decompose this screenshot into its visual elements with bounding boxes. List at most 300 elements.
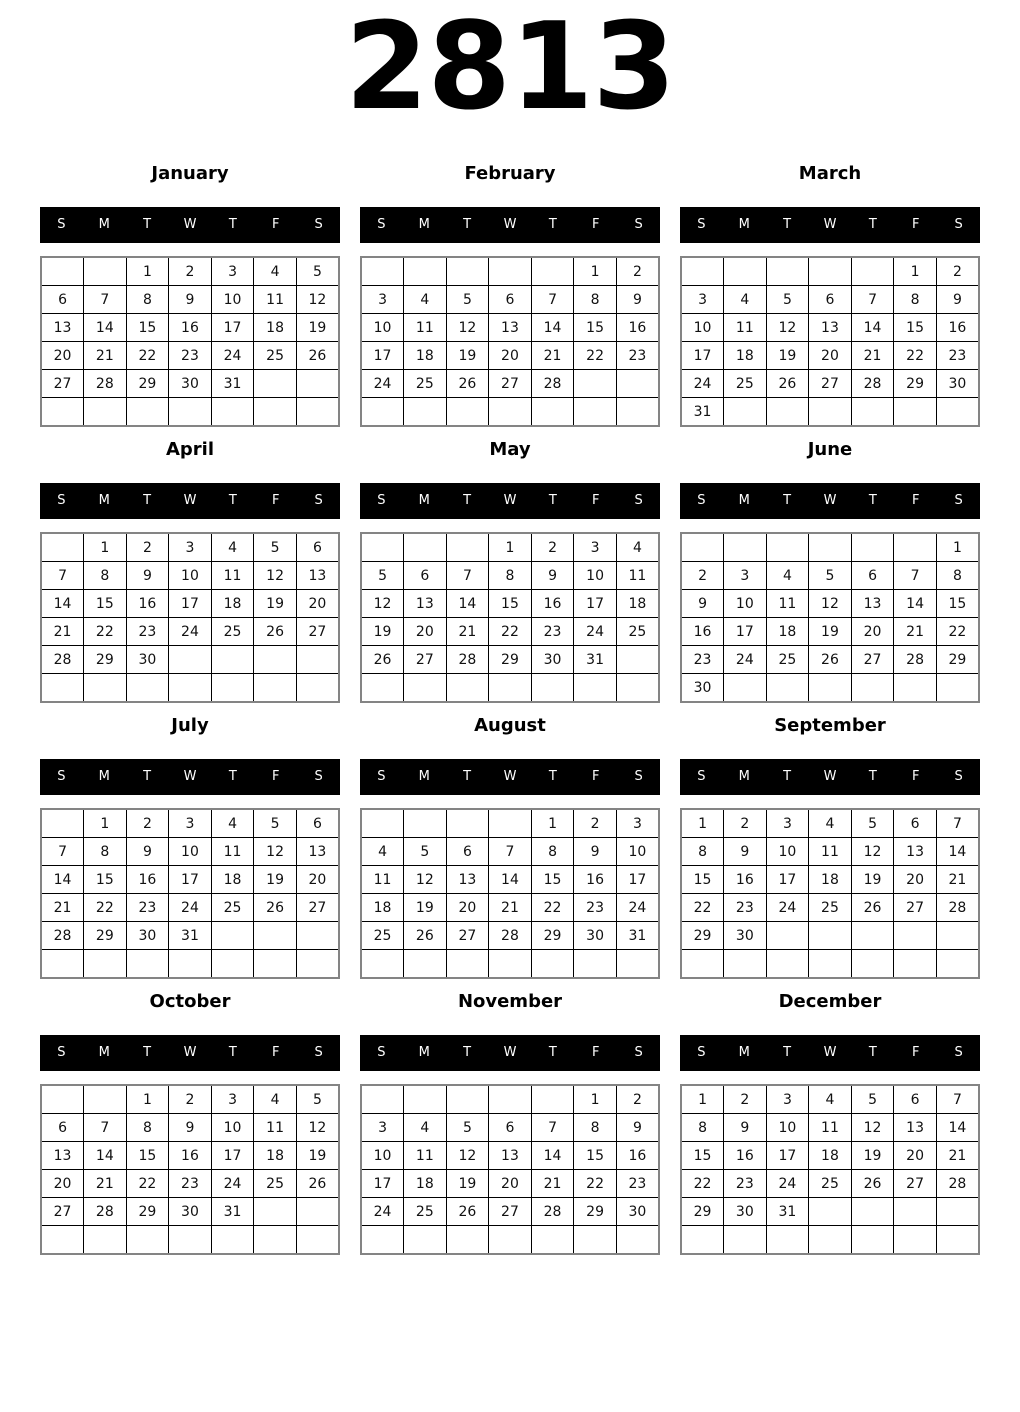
date-cell: 19 [254,590,297,618]
date-cell: 6 [296,533,339,562]
date-cell: 5 [851,809,894,838]
weekday-label: W [823,1045,837,1060]
weekday-label: T [463,493,472,508]
date-cell: 29 [681,1198,724,1226]
weekday-label: S [697,769,706,784]
date-cell: 28 [531,1198,574,1226]
date-cell: 9 [574,838,617,866]
date-cell: 9 [169,286,212,314]
date-cell: 5 [254,809,297,838]
date-cell: 30 [574,922,617,950]
weekday-label: T [548,769,557,784]
date-cell: 13 [404,590,447,618]
date-cell: 13 [894,838,937,866]
date-cell: 6 [41,1114,84,1142]
date-cell: 21 [851,342,894,370]
empty-date-cell [809,950,852,979]
week-row [361,342,659,370]
empty-date-cell [489,257,532,286]
weekday-label: T [783,217,792,232]
date-cell: 22 [84,894,127,922]
date-cell: 1 [681,1085,724,1114]
empty-date-cell [851,674,894,703]
week-row [361,1085,659,1114]
date-cell: 3 [766,1085,809,1114]
date-cell: 17 [361,342,404,370]
month-title: November [457,991,563,1012]
date-cell: 28 [84,1198,127,1226]
empty-date-cell [894,922,937,950]
date-cell: 15 [574,1142,617,1170]
date-cell: 12 [851,838,894,866]
empty-date-cell [41,950,84,979]
date-cell: 29 [126,370,169,398]
date-cell: 10 [361,314,404,342]
week-row [41,257,339,286]
date-cell: 25 [211,618,254,646]
weekday-label: F [591,217,600,232]
date-cell: 21 [936,1142,979,1170]
date-cell: 10 [574,562,617,590]
date-cell: 14 [531,314,574,342]
empty-date-cell [84,1226,127,1255]
date-cell: 15 [894,314,937,342]
date-cell: 24 [361,1198,404,1226]
date-cell: 18 [616,590,659,618]
date-cell: 7 [446,562,489,590]
date-cell: 11 [766,590,809,618]
weekday-label: M [738,1045,750,1060]
empty-date-cell [361,1226,404,1255]
weekday-header-bar [680,483,980,519]
week-row [681,314,979,342]
weekday-header-bar [40,483,340,519]
date-cell: 14 [41,590,84,618]
weekday-label: T [783,493,792,508]
date-cell: 9 [616,1114,659,1142]
empty-date-cell [41,1226,84,1255]
date-cell: 4 [809,809,852,838]
date-cell: 2 [681,562,724,590]
date-cell: 9 [724,838,767,866]
empty-date-cell [41,398,84,427]
date-cell: 8 [681,1114,724,1142]
weekday-label: T [548,217,557,232]
date-cell: 16 [616,1142,659,1170]
month-title: June [807,439,853,460]
date-cell: 20 [296,590,339,618]
empty-date-cell [84,398,127,427]
week-row [361,674,659,703]
date-cell: 16 [724,866,767,894]
empty-date-cell [296,1198,339,1226]
date-cell: 28 [446,646,489,674]
date-cell: 5 [296,1085,339,1114]
date-cell: 4 [254,1085,297,1114]
date-cell: 23 [724,1170,767,1198]
week-row [361,533,659,562]
empty-date-cell [681,257,724,286]
empty-date-cell [489,1226,532,1255]
weekday-header-bar [360,1035,660,1071]
date-grid [680,256,980,427]
empty-date-cell [851,533,894,562]
weekday-header-bar [680,207,980,243]
date-cell: 4 [616,533,659,562]
date-cell: 9 [126,838,169,866]
empty-date-cell [766,922,809,950]
weekday-label: T [143,769,152,784]
date-cell: 30 [616,1198,659,1226]
week-row [681,562,979,590]
empty-date-cell [296,950,339,979]
date-cell: 21 [894,618,937,646]
date-cell: 24 [361,370,404,398]
date-cell: 1 [84,533,127,562]
date-cell: 28 [84,370,127,398]
week-row [361,922,659,950]
date-cell: 20 [404,618,447,646]
empty-date-cell [296,398,339,427]
date-cell: 14 [851,314,894,342]
date-cell: 27 [296,618,339,646]
date-cell: 23 [681,646,724,674]
date-cell: 25 [361,922,404,950]
empty-date-cell [254,922,297,950]
week-row [361,398,659,427]
date-cell: 19 [851,1142,894,1170]
date-cell: 4 [404,1114,447,1142]
date-cell: 26 [851,1170,894,1198]
date-grid [360,808,660,979]
date-cell: 24 [616,894,659,922]
date-cell: 12 [296,1114,339,1142]
week-row [41,1170,339,1198]
date-cell: 20 [809,342,852,370]
empty-date-cell [894,674,937,703]
empty-date-cell [169,950,212,979]
date-cell: 1 [126,257,169,286]
date-cell: 18 [254,314,297,342]
date-cell: 31 [766,1198,809,1226]
month-title: April [165,439,215,460]
weekday-header-bar [40,207,340,243]
date-cell: 3 [211,257,254,286]
empty-date-cell [211,922,254,950]
date-cell: 17 [766,1142,809,1170]
date-cell: 27 [489,1198,532,1226]
date-cell: 11 [361,866,404,894]
date-cell: 11 [254,286,297,314]
date-cell: 3 [616,809,659,838]
week-row [681,1114,979,1142]
month-block [360,714,660,979]
weekday-label: W [823,493,837,508]
date-cell: 26 [851,894,894,922]
date-cell: 18 [404,1170,447,1198]
weekday-label: T [463,217,472,232]
empty-date-cell [809,257,852,286]
date-cell: 7 [41,838,84,866]
week-row [361,1114,659,1142]
date-cell: 18 [404,342,447,370]
date-cell: 4 [211,809,254,838]
date-cell: 15 [84,866,127,894]
empty-date-cell [211,1226,254,1255]
date-cell: 6 [894,1085,937,1114]
week-row [361,590,659,618]
date-cell: 24 [766,1170,809,1198]
date-cell: 21 [531,1170,574,1198]
weekday-label: S [954,769,963,784]
week-row [41,922,339,950]
date-cell: 19 [254,866,297,894]
weekday-header-bar [360,759,660,795]
empty-date-cell [446,950,489,979]
date-cell: 9 [724,1114,767,1142]
empty-date-cell [489,809,532,838]
empty-date-cell [446,398,489,427]
weekday-label: S [634,493,643,508]
empty-date-cell [361,674,404,703]
date-cell: 7 [489,838,532,866]
date-cell: 23 [126,618,169,646]
weekday-header-bar [680,759,980,795]
date-cell: 5 [851,1085,894,1114]
weekday-label: S [314,217,323,232]
empty-date-cell [894,950,937,979]
date-cell: 19 [404,894,447,922]
date-cell: 8 [574,286,617,314]
date-cell: 6 [809,286,852,314]
date-cell: 12 [254,562,297,590]
date-cell: 18 [766,618,809,646]
empty-date-cell [809,398,852,427]
date-cell: 10 [211,286,254,314]
date-cell: 20 [489,1170,532,1198]
week-row [681,838,979,866]
week-row [361,562,659,590]
month-title: September [774,715,886,736]
date-cell: 27 [851,646,894,674]
empty-date-cell [851,257,894,286]
date-cell: 21 [531,342,574,370]
week-row [681,1170,979,1198]
weekday-label: F [911,493,920,508]
date-cell: 29 [574,1198,617,1226]
empty-date-cell [41,674,84,703]
month-block [680,990,980,1255]
date-cell: 26 [446,1198,489,1226]
empty-date-cell [809,674,852,703]
date-cell: 24 [211,342,254,370]
date-cell: 24 [169,894,212,922]
week-row [681,618,979,646]
empty-date-cell [254,646,297,674]
week-row [361,257,659,286]
date-cell: 19 [361,618,404,646]
date-cell: 27 [809,370,852,398]
month-block [360,990,660,1255]
date-cell: 17 [574,590,617,618]
weekday-label: W [183,493,197,508]
weekday-label: M [738,769,750,784]
empty-date-cell [296,646,339,674]
weekday-label: M [98,769,110,784]
week-row [681,646,979,674]
empty-date-cell [809,1226,852,1255]
weekday-label: S [57,769,66,784]
date-cell: 24 [681,370,724,398]
week-row [41,950,339,979]
week-row [361,1198,659,1226]
week-row [681,257,979,286]
weekday-label: S [57,1045,66,1060]
date-cell: 12 [809,590,852,618]
week-row [681,370,979,398]
empty-date-cell [574,370,617,398]
week-row [41,342,339,370]
empty-date-cell [361,533,404,562]
weekday-label: S [954,217,963,232]
weekday-label: S [314,493,323,508]
date-cell: 7 [894,562,937,590]
date-grid [680,532,980,703]
week-row [41,1114,339,1142]
weekday-label: T [228,217,237,232]
week-row [681,809,979,838]
week-row [41,314,339,342]
date-cell: 17 [766,866,809,894]
month-title: May [489,439,531,460]
date-cell: 6 [489,286,532,314]
date-cell: 11 [404,1142,447,1170]
date-cell: 30 [531,646,574,674]
week-row [41,646,339,674]
date-cell: 25 [404,1198,447,1226]
date-cell: 5 [446,286,489,314]
date-cell: 10 [169,562,212,590]
date-cell: 20 [894,866,937,894]
empty-date-cell [894,1226,937,1255]
date-cell: 23 [169,342,212,370]
date-cell: 10 [681,314,724,342]
date-cell: 16 [126,866,169,894]
empty-date-cell [894,398,937,427]
date-cell: 4 [766,562,809,590]
date-cell: 12 [446,1142,489,1170]
month-block [680,714,980,979]
empty-date-cell [296,674,339,703]
date-cell: 3 [169,533,212,562]
date-cell: 30 [681,674,724,703]
empty-date-cell [404,257,447,286]
empty-date-cell [616,398,659,427]
month-title: August [474,715,546,736]
date-cell: 11 [616,562,659,590]
date-cell: 29 [894,370,937,398]
weekday-label: T [548,1045,557,1060]
date-cell: 8 [894,286,937,314]
empty-date-cell [489,1085,532,1114]
date-cell: 24 [574,618,617,646]
date-cell: 10 [616,838,659,866]
date-cell: 2 [169,257,212,286]
date-cell: 18 [254,1142,297,1170]
empty-date-cell [851,1198,894,1226]
date-cell: 25 [724,370,767,398]
weekday-label: S [634,769,643,784]
empty-date-cell [724,533,767,562]
date-cell: 14 [446,590,489,618]
date-cell: 11 [404,314,447,342]
date-cell: 28 [489,922,532,950]
empty-date-cell [531,257,574,286]
date-cell: 30 [936,370,979,398]
weekday-label: F [911,1045,920,1060]
weekday-label: S [314,769,323,784]
date-cell: 20 [489,342,532,370]
date-cell: 8 [126,286,169,314]
empty-date-cell [84,257,127,286]
empty-date-cell [851,922,894,950]
empty-date-cell [809,533,852,562]
date-cell: 28 [936,1170,979,1198]
date-cell: 8 [936,562,979,590]
date-cell: 22 [681,894,724,922]
empty-date-cell [126,1226,169,1255]
empty-date-cell [254,1198,297,1226]
week-row [361,1226,659,1255]
week-row [361,1142,659,1170]
month-block [40,438,340,703]
week-row [41,674,339,703]
week-row [41,838,339,866]
date-cell: 1 [894,257,937,286]
week-row [361,646,659,674]
date-cell: 10 [766,1114,809,1142]
date-cell: 31 [211,370,254,398]
date-cell: 18 [211,866,254,894]
week-row [681,950,979,979]
date-cell: 17 [211,1142,254,1170]
date-cell: 15 [126,1142,169,1170]
empty-date-cell [404,674,447,703]
date-cell: 25 [809,1170,852,1198]
date-cell: 6 [446,838,489,866]
date-cell: 17 [169,590,212,618]
date-cell: 24 [211,1170,254,1198]
date-cell: 25 [766,646,809,674]
weekday-header-bar [360,207,660,243]
month-title: February [464,163,556,184]
date-cell: 17 [616,866,659,894]
weekday-label: F [911,769,920,784]
date-cell: 13 [296,562,339,590]
date-cell: 13 [446,866,489,894]
date-cell: 25 [404,370,447,398]
week-row [41,370,339,398]
empty-date-cell [84,674,127,703]
date-cell: 25 [254,342,297,370]
empty-date-cell [936,674,979,703]
empty-date-cell [126,398,169,427]
date-cell: 13 [489,314,532,342]
date-cell: 14 [41,866,84,894]
date-cell: 2 [531,533,574,562]
weekday-label: M [738,217,750,232]
empty-date-cell [936,398,979,427]
